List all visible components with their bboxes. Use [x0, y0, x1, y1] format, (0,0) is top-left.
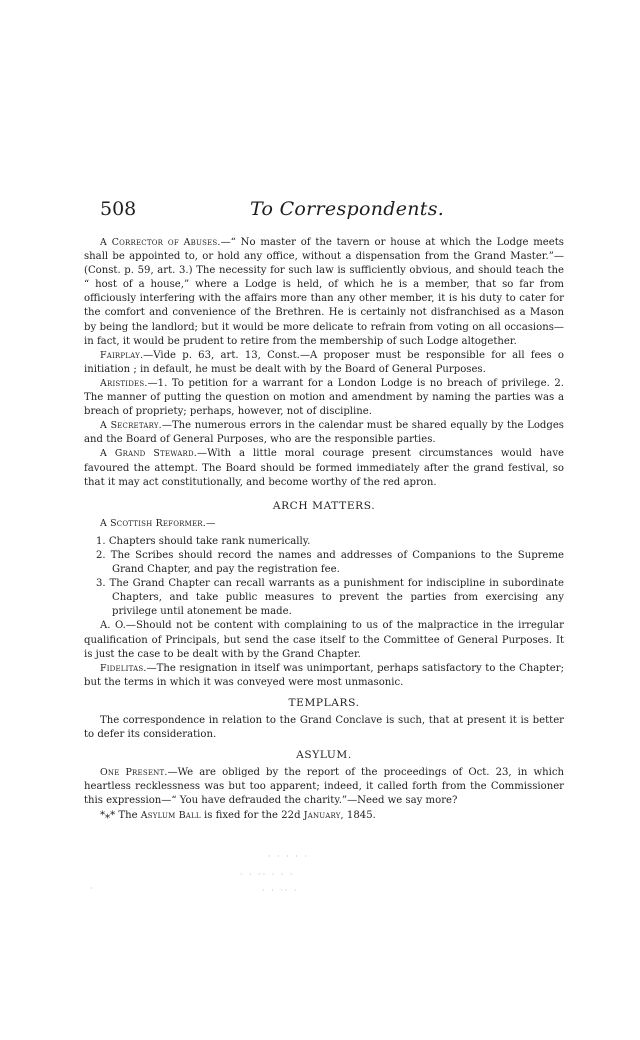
paragraph-aristides [84, 377, 564, 419]
arch-item: 2. The Scribes should record the names and addresses of Companions to the Supreme Grand Chapter, and pay the registration fee. [96, 549, 564, 576]
reply-text: —The numerous errors in the calendar must be shared equally by the Lodges and the Board of General Purposes, who are the responsible parties. [84, 420, 564, 446]
show-through-speckle: · [90, 884, 95, 893]
paragraph-one-present [84, 766, 564, 808]
paragraph-fidelitas [84, 662, 564, 690]
reply-text: —We are obliged by the report of the proceedings of Oct. 23, in which heartless recklessness was but too apparent; indeed, it called forth from the Commissioner this expression—“ You have defrauded the charity.”—Need we say more? [84, 767, 564, 807]
reply-text: —With a little moral courage present circumstances would have favoured the attempt. The Board should be formed immediately after the grand festival, so that it may act constitutionally, and become worthy of the red apron. [84, 448, 565, 488]
correspondent-name: One Present. [100, 767, 168, 779]
reply-text: —“ No master of the tavern or house at which the Lodge meets shall be appointed to, or hold any office, without a dispensation from the Grand Master.”—(Const. p. 59, art. 3.) The necessity for such law is sufficiently obvious, and should teach the “ host of a house,” where a Lodge is held, of which he is a member, that so far from officiously interfering with the affairs more than any other member, it is his duty to cater for the comfort and convenience of the Brethren. He is certainly not disfranchised as a Mason by being the landlord; but it would be more delicate to refrain from voting on all occasions—in fact, it would be prudent to retire from the membership of such Lodge altogether. [84, 237, 564, 347]
page-header [100, 198, 550, 224]
show-through-speckle: · · · · · [268, 852, 309, 861]
correspondent-name: A Grand Steward. [100, 448, 197, 460]
show-through-speckle: · · ·· · [262, 886, 299, 895]
paragraph-ao: A. O.—Should not be content with complaining to us of the malpractice in the irregular qualification of Principals, but send the case itself to the Committee of General Purposes. It is just the case to be dealt with by the Grand Chapter. [84, 620, 564, 660]
paragraph-fairplay [84, 349, 564, 377]
arch-correspondent [84, 517, 564, 531]
show-through-speckle: · · ·· · · · [240, 870, 295, 879]
correspondent-name: A Corrector of Abuses. [100, 237, 221, 248]
reply-text: —1. To petition for a warrant for a London Lodge is no breach of privilege. 2. The manner of putting the question on motion and amendment by naming the parties was a breach of propriety; perhaps, however, not of discipline. [84, 377, 564, 418]
arch-item: 3. The Grand Chapter can recall warrants as a punishment for indiscipline in subordinate Chapters, and take public measures to prevent the parties from exercising any privilege until atonement be made. [96, 578, 564, 618]
running-title: To Correspondents. [250, 198, 445, 220]
page-number: 508 [100, 198, 137, 220]
correspondent-name: A Scottish Reformer.— [100, 517, 216, 529]
section-heading-templars: TEMPLARS. [288, 696, 360, 709]
paragraph-asylum-note: *⁎* The Asylum Ball is fixed for the 22d January, 1845. [100, 809, 376, 821]
correspondent-name: Aristides. [100, 377, 148, 389]
correspondent-name: Fairplay. [100, 349, 144, 361]
paragraph-secretary [84, 419, 564, 447]
reply-text: —The resignation in itself was unimportant, perhaps satisfactory to the Chapter; but the terms in which it was conveyed were most unmasonic. [84, 662, 564, 688]
body-text [84, 236, 564, 823]
arch-item: 1. Chapters should take rank numerically. [96, 535, 311, 547]
correspondent-name: A Secretary. [100, 420, 162, 432]
correspondent-name: Fidelitas. [100, 662, 147, 674]
reply-text: —Vide p. 63, art. 13, Const.—A proposer must be responsible for all fees o initiation ; in default, he must be dealt with by the Board of General Purposes. [84, 349, 564, 375]
paragraph-corrector-of-abuses [84, 236, 564, 349]
section-heading-arch-matters: ARCH MATTERS. [272, 499, 376, 512]
asterism-mark: *⁎* [100, 809, 116, 821]
paragraph-grand-steward [84, 447, 564, 489]
paragraph-templars: The correspondence in relation to the Grand Conclave is such, that at present it is better to defer its consideration. [84, 715, 564, 741]
section-heading-asylum: ASYLUM. [296, 749, 352, 762]
